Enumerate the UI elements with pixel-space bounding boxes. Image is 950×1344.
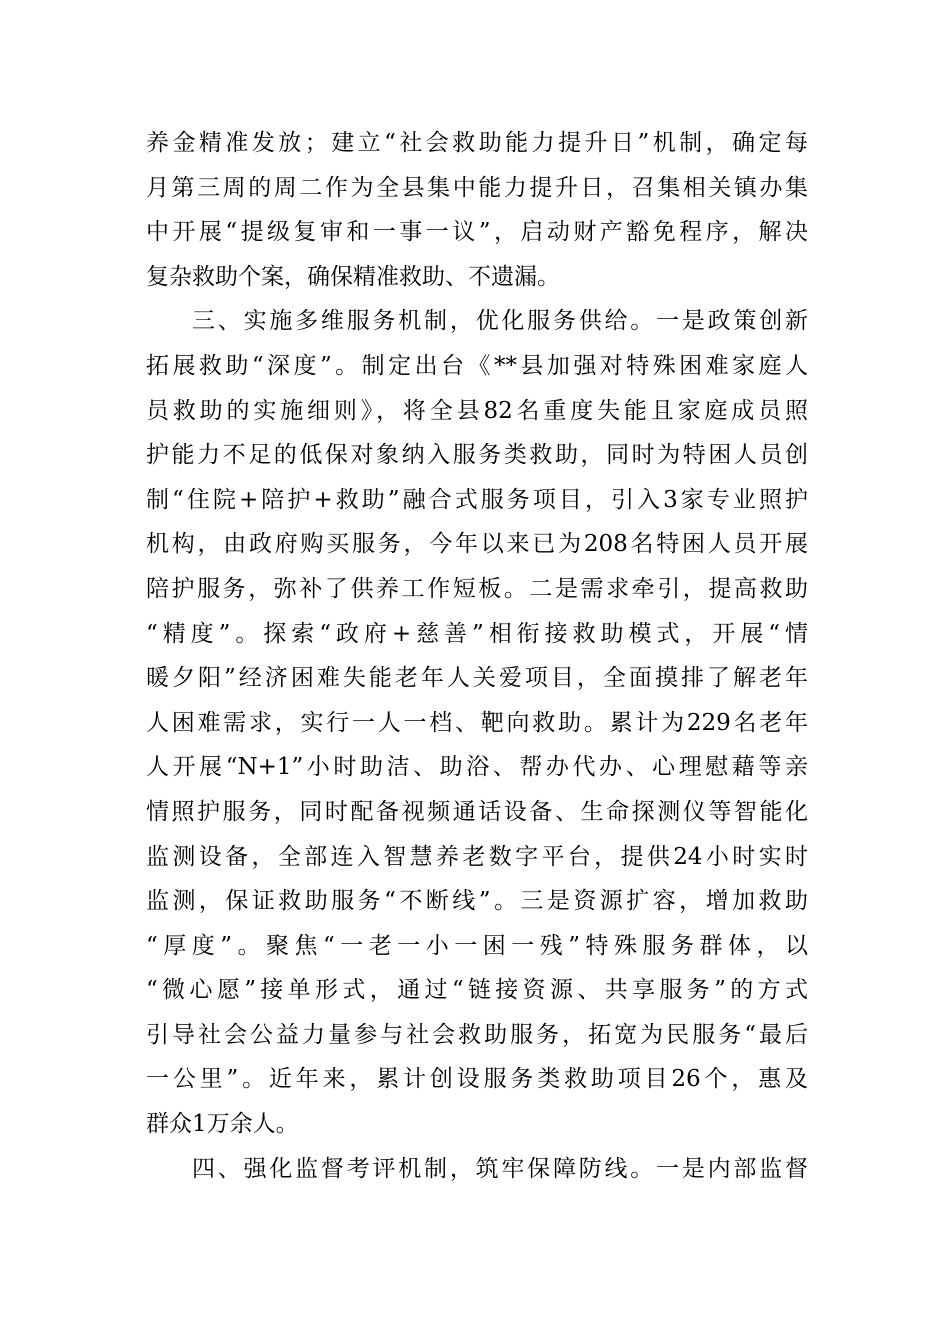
text-line: 四、强化监督考评机制，筑牢保障防线。一是内部监督 xyxy=(192,1155,808,1182)
text-line: “厚度”。聚焦“一老一小一困一残”特殊服务群体，以 xyxy=(146,932,808,959)
text-line: 情照护服务，同时配备视频通话设备、生命探测仪等智能化 xyxy=(146,798,808,825)
text-line: 护能力不足的低保对象纳入服务类救助，同时为特困人员创 xyxy=(146,442,808,469)
text-line: 月第三周的周二作为全县集中能力提升日，召集相关镇办集 xyxy=(146,174,808,201)
text-line: 中开展“提级复审和一事一议”，启动财产豁免程序，解决 xyxy=(146,219,808,246)
text-line: 暖夕阳”经济困难失能老年人关爱项目，全面摸排了解老年 xyxy=(146,665,808,692)
text-line: 引导社会公益力量参与社会救助服务，拓宽为民服务“最后 xyxy=(146,1021,808,1048)
text-line: 养金精准发放；建立“社会救助能力提升日”机制，确定每 xyxy=(146,130,808,156)
text-line: 拓展救助“深度”。制定出台《**县加强对特殊困难家庭人 xyxy=(146,352,808,379)
text-line: “精度”。探索“政府+慈善”相衔接救助模式，开展“情 xyxy=(146,620,808,647)
paragraph-2 xyxy=(146,299,808,1146)
text-line: 人开展“N+1”小时助洁、助浴、帮办代办、心理慰藉等亲 xyxy=(146,754,808,781)
document-body xyxy=(146,121,808,1191)
text-line: 员救助的实施细则》，将全县82名重度失能且家庭成员照 xyxy=(146,397,808,424)
text-line: 机构，由政府购买服务，今年以来已为208名特困人员开展 xyxy=(146,531,808,558)
text-line: 监测，保证救助服务“不断线”。三是资源扩容，增加救助 xyxy=(146,888,808,915)
text-line: 监测设备，全部连入智慧养老数字平台，提供24小时实时 xyxy=(146,843,808,870)
text-line: 人困难需求，实行一人一档、靶向救助。累计为229名老年 xyxy=(146,709,808,736)
paragraph-3 xyxy=(146,1147,808,1192)
text-line: “微心愿”接单形式，通过“链接资源、共享服务”的方式 xyxy=(146,977,808,1004)
text-line: 陪护服务，弥补了供养工作短板。二是需求牵引，提高救助 xyxy=(146,575,808,602)
text-line: 一公里”。近年来，累计创设服务类救助项目26个，惠及 xyxy=(146,1066,808,1093)
text-line: 复杂救助个案，确保精准救助、不遗漏。 xyxy=(146,263,560,290)
text-line: 三、实施多维服务机制，优化服务供给。一是政策创新 xyxy=(192,308,808,335)
text-line: 制“住院+陪护+救助”融合式服务项目，引入3家专业照护 xyxy=(146,486,808,513)
paragraph-1 xyxy=(146,121,808,299)
text-line: 群众1万余人。 xyxy=(146,1111,299,1138)
